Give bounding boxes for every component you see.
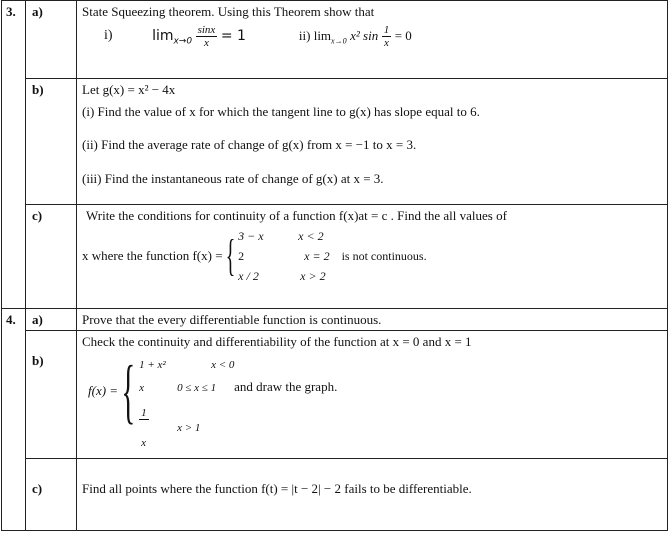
question-3b-part-iii: (iii) Find the instantaneous rate of change of g(x) at x = 3. (82, 170, 384, 186)
case-4b-2-tail: and draw the graph. (234, 378, 338, 394)
question-4b-statement: Check the continuity and differentiability of the function at x = 0 and x = 1 (82, 334, 472, 349)
question-4a-statement: Prove that the every differentiable function is continuous. (82, 312, 382, 327)
part-label-3a: a) (26, 1, 77, 79)
question-4b-piecewise (82, 350, 667, 449)
part-label-4b: b) (26, 331, 77, 459)
exam-questions-table (1, 0, 668, 531)
part-label-4c: c) (26, 459, 77, 531)
case-3c-1-cond: x < 2 (298, 228, 324, 243)
question-4b-body (77, 331, 668, 459)
question-3c-piecewise (82, 226, 667, 286)
case-4b-2-cond: 0 ≤ x ≤ 1 (177, 381, 217, 394)
question-4b-cases (139, 354, 338, 449)
question-3b-part-ii: (ii) Find the average rate of change of g(x) from x = −1 to x = 3. (82, 137, 417, 153)
case-4b-2-expr: x (139, 381, 145, 394)
question-3c-lead: x where the function f(x) = (82, 247, 223, 263)
question-3a-row (2, 1, 668, 79)
case-4b-3-fraction (139, 398, 177, 458)
question-3c-cases (238, 226, 426, 286)
left-brace-icon: { (225, 230, 236, 280)
item-ii-fraction (382, 24, 392, 49)
case-3c-2-cond: x = 2 (304, 248, 330, 263)
case-4b-1-cond: x < 0 (211, 358, 235, 371)
question-number-3: 3. (2, 1, 26, 309)
item-i-denominator: x (204, 36, 209, 49)
item-i-label: i) (104, 28, 113, 44)
question-4c-statement: Find all points where the function f(t) = |t − 2| − 2 fails to be differentiable. (82, 481, 472, 496)
question-4a-row (2, 309, 668, 331)
case-4b-3-denominator: x (141, 436, 147, 449)
question-3c-row (2, 205, 668, 309)
case-4b-3-cond: x > 1 (177, 421, 201, 434)
question-3b-row (2, 79, 668, 205)
question-3a-statement: State Squeezing theorem. Using this Theorem show that (82, 4, 375, 19)
item-ii-label: ii) lim (298, 27, 332, 43)
case-3c-2-tail: is not continuous. (341, 248, 427, 263)
item-i-fraction (196, 24, 218, 49)
question-4c-row (2, 459, 668, 531)
left-brace-icon: { (121, 350, 136, 431)
item-ii-numerator: 1 (383, 23, 390, 36)
case-4b-1-expr: 1 + x² (139, 358, 166, 371)
question-3a-body (77, 1, 668, 79)
item-i-rhs: = 1 (220, 27, 246, 44)
question-3c-body (77, 205, 668, 309)
question-3b-body (77, 79, 668, 205)
item-i-lim: lim (152, 27, 174, 44)
item-ii-sub: x→0 (331, 36, 347, 46)
case-3c-2-expr: 2 (238, 248, 245, 263)
question-4b-lead: f(x) = (88, 382, 119, 398)
question-3b-intro: Let g(x) = x² − 4x (82, 82, 176, 97)
question-number-4: 4. (2, 309, 26, 531)
question-3c-statement: Write the conditions for continuity of a function f(x)at = c . Find the all values of (86, 208, 507, 223)
case-3c-3-cond: x > 2 (300, 268, 326, 283)
part-label-3c: c) (26, 205, 77, 309)
question-3b-part-i: (i) Find the value of x for which the tangent line to g(x) has slope equal to 6. (82, 103, 480, 119)
item-ii-rhs: = 0 (394, 27, 412, 43)
case-4b-3-numerator: 1 (141, 406, 147, 419)
question-4c-body (77, 459, 668, 531)
part-label-3b: b) (26, 79, 77, 205)
part-label-4a: a) (26, 309, 77, 331)
item-ii-expr: x² sin (350, 27, 379, 43)
item-ii-denominator: x (384, 36, 389, 49)
question-4b-row (2, 331, 668, 459)
case-3c-1-expr: 3 − x (238, 228, 264, 243)
question-3a-limits (82, 24, 667, 49)
question-4a-body (77, 309, 668, 331)
item-i-numerator: sinx (197, 23, 216, 36)
item-i-sub: x→0 (173, 36, 193, 47)
case-3c-3-expr: x / 2 (238, 268, 259, 283)
